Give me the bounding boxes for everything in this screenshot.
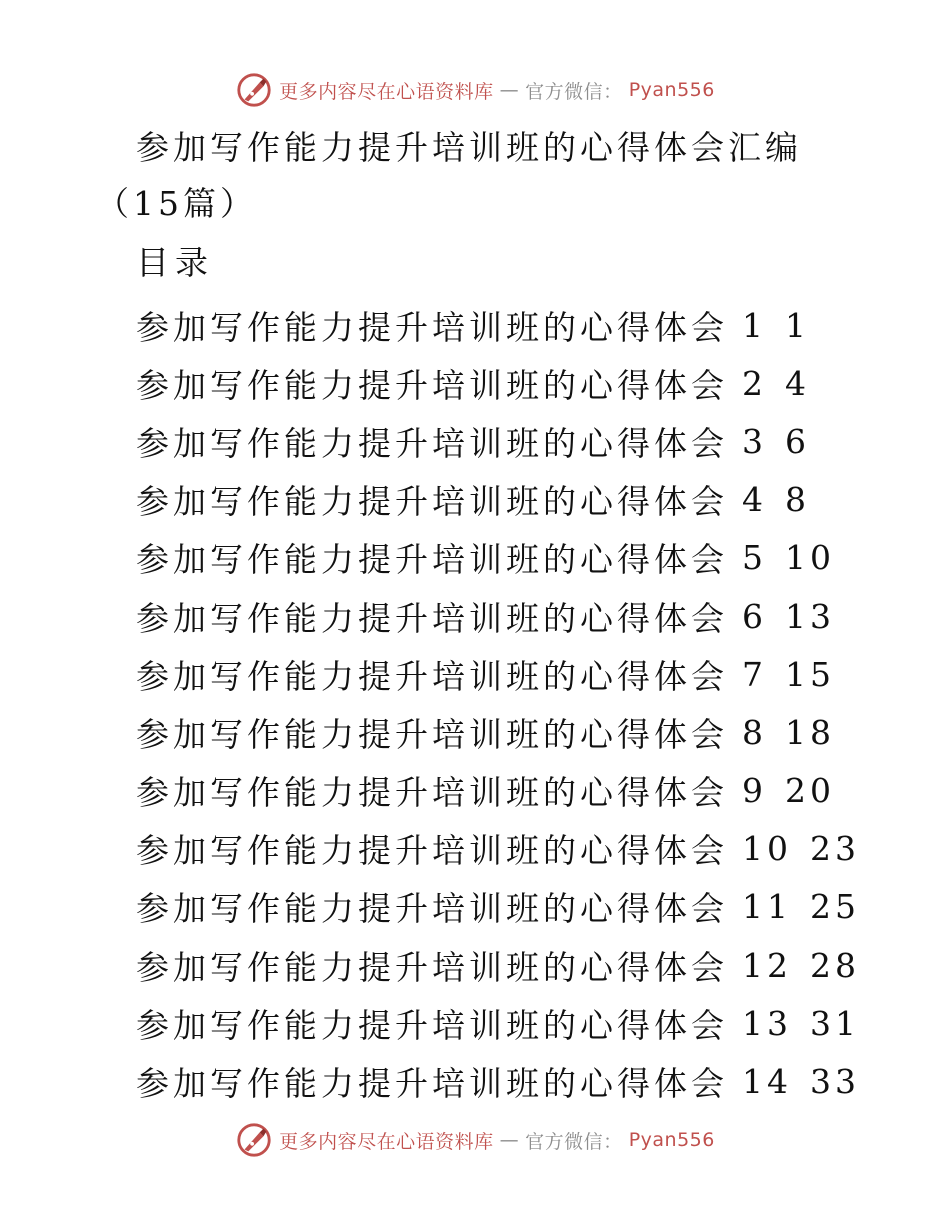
toc-entry-number: 10 — [742, 829, 792, 869]
toc-entry-page: 13 — [785, 596, 835, 636]
toc-entry-number: 4 — [742, 480, 767, 520]
toc-entry-label: 参加写作能力提升培训班的心得体会 — [136, 773, 728, 813]
toc-entry-page: 15 — [785, 654, 835, 694]
toc-entry-label: 参加写作能力提升培训班的心得体会 — [136, 307, 728, 347]
toc-entry-page: 1 — [785, 305, 810, 345]
toc-entry-label: 参加写作能力提升培训班的心得体会 — [136, 1005, 728, 1045]
pen-nib-logo-icon — [235, 71, 273, 109]
toc-entry-page: 20 — [785, 771, 835, 811]
banner-wechat-id: Pyan556 — [628, 79, 715, 101]
toc-entry[interactable] — [136, 936, 860, 994]
pen-nib-logo-icon — [235, 1121, 273, 1159]
banner-dash: — — [499, 1129, 520, 1151]
toc-entry-label: 参加写作能力提升培训班的心得体会 — [136, 423, 728, 463]
toc-entry-page: 31 — [810, 1003, 860, 1043]
toc-entry[interactable] — [136, 762, 860, 820]
toc-entry-label: 参加写作能力提升培训班的心得体会 — [136, 714, 728, 754]
toc-entry[interactable] — [136, 354, 860, 412]
banner-wechat-id: Pyan556 — [628, 1129, 715, 1151]
toc-entry-page: 10 — [785, 538, 835, 578]
toc-entry[interactable] — [136, 645, 860, 703]
toc-entry[interactable] — [136, 412, 860, 470]
toc-entry[interactable] — [136, 820, 860, 878]
toc-entry[interactable] — [136, 587, 860, 645]
toc-entry-label: 参加写作能力提升培训班的心得体会 — [136, 482, 728, 522]
toc-entry-page: 8 — [785, 480, 810, 520]
header-banner — [0, 68, 950, 112]
toc-entry-page: 33 — [810, 1062, 860, 1102]
banner-promo-text: 更多内容尽在心语资料库 — [279, 1130, 494, 1153]
toc-entry-page: 6 — [785, 421, 810, 461]
toc-entry-number: 12 — [742, 945, 792, 985]
toc-entry[interactable] — [136, 529, 860, 587]
toc-entry-number: 9 — [742, 771, 767, 811]
banner-promo-text: 更多内容尽在心语资料库 — [279, 80, 494, 103]
toc-entry-number: 11 — [742, 887, 792, 927]
toc-entry-label: 参加写作能力提升培训班的心得体会 — [136, 831, 728, 871]
toc-entry[interactable] — [136, 703, 860, 761]
toc-entry-number: 7 — [742, 654, 767, 694]
toc-entry-label: 参加写作能力提升培训班的心得体会 — [136, 656, 728, 696]
toc-entry-number: 3 — [742, 421, 767, 461]
toc-entry-label: 参加写作能力提升培训班的心得体会 — [136, 1064, 728, 1104]
toc-entry-number: 13 — [742, 1003, 792, 1043]
toc-entry-number: 14 — [742, 1062, 792, 1102]
toc-entry[interactable] — [136, 878, 860, 936]
footer-banner — [0, 1118, 950, 1162]
toc-entry-label: 参加写作能力提升培训班的心得体会 — [136, 365, 728, 405]
toc-entry-number: 1 — [742, 305, 767, 345]
banner-dash: — — [499, 79, 520, 101]
toc-heading: 目录 — [136, 243, 214, 282]
toc-entry[interactable] — [136, 471, 860, 529]
toc-list — [136, 296, 860, 1111]
toc-entry[interactable] — [136, 994, 860, 1052]
banner-official-label: 官方微信： — [525, 80, 623, 103]
toc-entry-label: 参加写作能力提升培训班的心得体会 — [136, 947, 728, 987]
toc-entry-number: 6 — [742, 596, 767, 636]
toc-entry-page: 4 — [785, 363, 810, 403]
toc-entry-page: 25 — [810, 887, 860, 927]
toc-entry-label: 参加写作能力提升培训班的心得体会 — [136, 889, 728, 929]
toc-entry-number: 8 — [742, 712, 767, 752]
toc-entry-page: 23 — [810, 829, 860, 869]
toc-entry-page: 28 — [810, 945, 860, 985]
document-title: 参加写作能力提升培训班的心得体会汇编（15篇） — [96, 128, 802, 223]
toc-entry-number: 5 — [742, 538, 767, 578]
toc-entry[interactable] — [136, 296, 860, 354]
banner-official-label: 官方微信： — [525, 1130, 623, 1153]
toc-entry-label: 参加写作能力提升培训班的心得体会 — [136, 598, 728, 638]
toc-entry-page: 18 — [785, 712, 835, 752]
toc-entry[interactable] — [136, 1052, 860, 1110]
toc-entry-label: 参加写作能力提升培训班的心得体会 — [136, 540, 728, 580]
toc-entry-number: 2 — [742, 363, 767, 403]
